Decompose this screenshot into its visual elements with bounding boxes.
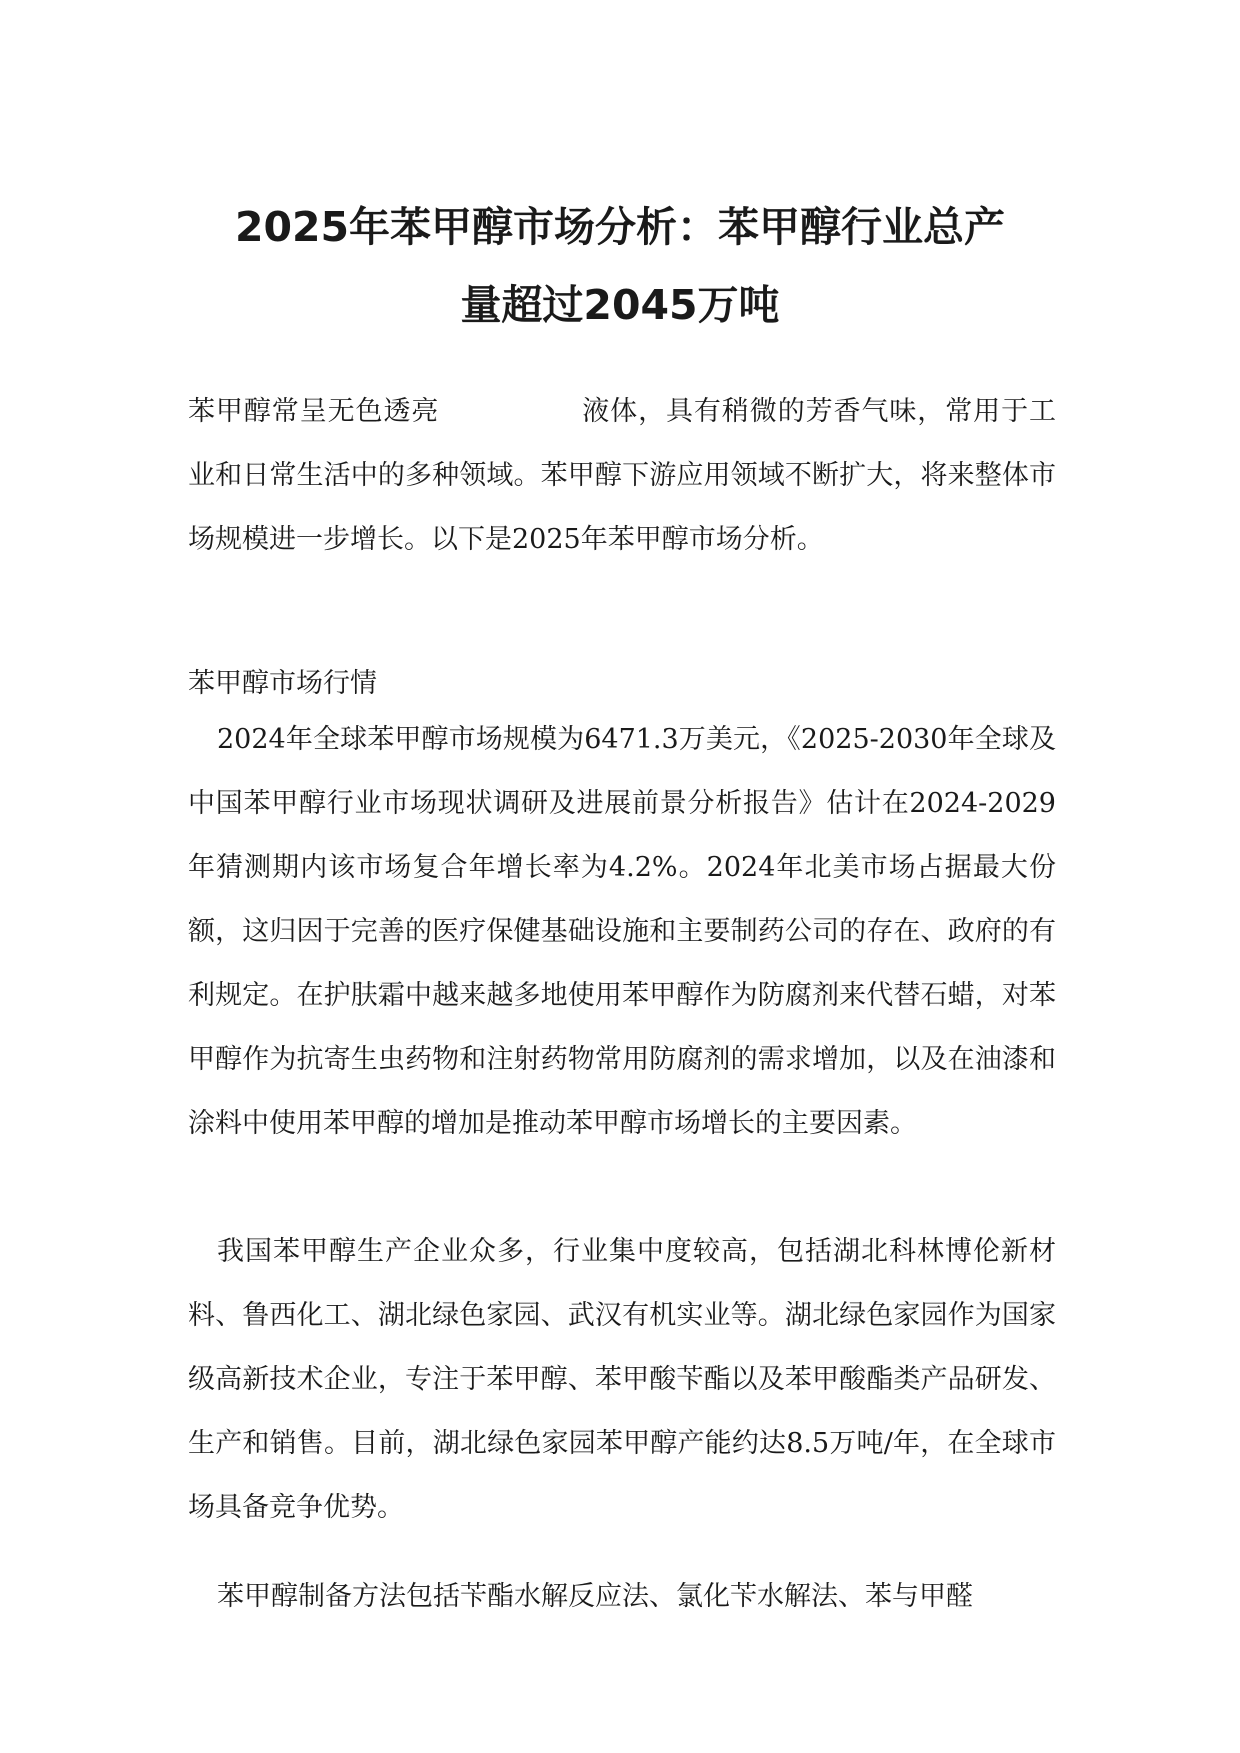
intro-paragraph [188,380,1056,572]
intro-text-part-1: 苯甲醇常呈无色透亮 [188,396,440,427]
body-paragraph-2: 我国苯甲醇生产企业众多，行业集中度较高，包括湖北科林博伦新材料、鲁西化工、湖北绿色家园、武汉有机实业等。湖北绿色家园作为国家级高新技术企业，专注于苯甲醇、苯甲酸苄酯以及苯甲酸酯类产品研发、生产和销售。目前，湖北绿色家园苯甲醇产能约达8.5万吨/年，在全球市场具备竞争优势。 [188,1236,1056,1523]
body-paragraph-3: 苯甲醇制备方法包括苄酯水解反应法、氯化苄水解法、苯与甲醛 [217,1581,973,1612]
title-line-1: 2025年苯甲醇市场分析：苯甲醇行业总产 [234,203,1006,251]
section-heading: 苯甲醇市场行情 [188,668,377,699]
body-paragraph-1: 2024年全球苯甲醇市场规模为6471.3万美元，《2025-2030年全球及中国苯甲醇行业市场现状调研及进展前景分析报告》估计在2024-2029年猜测期内该市场复合年增长率为4.2%。2024年北美市场占据最大份额，这归因于完善的医疗保健基础设施和主要制药公司的存在、政府的有利规定。在护肤霜中越来越多地使用苯甲醇作为防腐剂来代替石蜡，对苯甲醇作为抗寄生虫药物和注射药物常用防腐剂的需求增加，以及在油漆和涂料中使用苯甲醇的增加是推动苯甲醇市场增长的主要因素。 [188,724,1056,1139]
intro-text-part-2: 液体，具有稍微的芳香气味，常用于工业和日常生活中的多种领域。苯甲醇下游应用领域不断扩大，将来整体市场规模进一步增长。以下是2025年苯甲醇市场分析。 [188,396,1057,555]
document-title [160,188,1080,344]
title-line-2: 量超过2045万吨 [460,281,780,329]
